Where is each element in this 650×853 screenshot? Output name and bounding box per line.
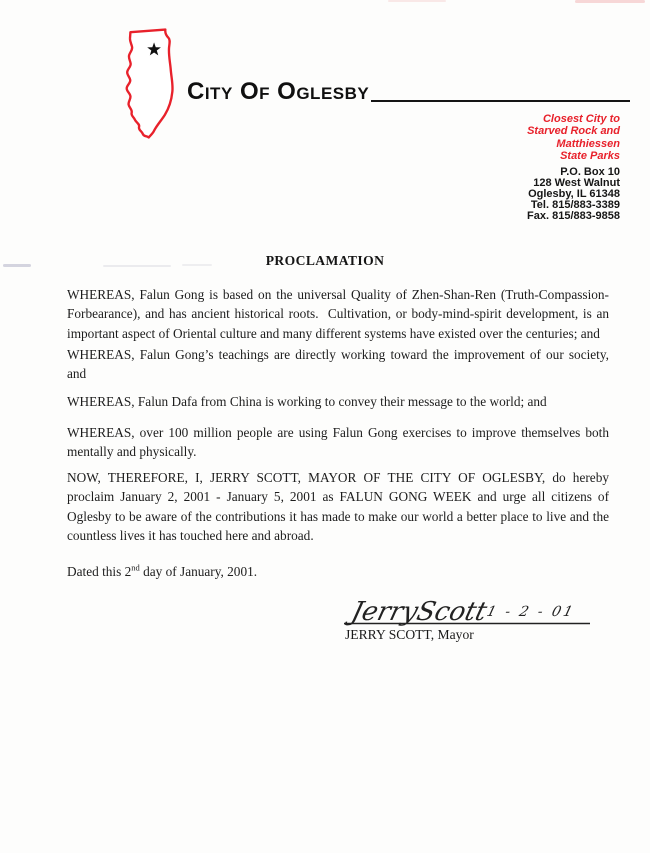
whereas-paragraph-4 <box>67 423 609 462</box>
paragraph-line: and <box>67 366 87 382</box>
paragraph-line: important aspect of Oriental culture and many different systems have existed over the centuries; and <box>67 325 600 341</box>
dated-suffix: day of January, 2001. <box>139 564 258 579</box>
scan-artifact <box>388 0 446 2</box>
dated-prefix: Dated this 2 <box>67 564 132 579</box>
whereas-paragraph-2 <box>67 345 609 384</box>
paragraph-line: mentally and physically. <box>67 444 197 460</box>
text-line: Matthiessen <box>556 137 620 150</box>
text-line: Oglesby, IL 61348 <box>528 187 620 200</box>
text-line: State Parks <box>560 150 620 163</box>
paragraph-line: WHEREAS, Falun Gong’s teachings are directly working toward the improvement of our society, <box>67 347 609 362</box>
letterhead-rule <box>371 100 630 102</box>
handwritten-date: 1 - 2 - 01 <box>485 604 577 620</box>
text-line: Starved Rock and <box>527 125 620 138</box>
paragraph-line: WHEREAS, over 100 million people are using Falun Gong exercises to improve themselves both <box>67 425 609 440</box>
now-therefore-paragraph <box>67 468 609 546</box>
letterhead-title-row <box>187 79 630 105</box>
text-line: Tel. 815/883-3389 <box>530 198 620 211</box>
text-line: Fax. 815/883-9858 <box>527 209 620 222</box>
text-line: P.O. Box 10 <box>560 166 620 178</box>
illinois-map-icon <box>118 27 186 140</box>
whereas-paragraph-1 <box>67 285 609 343</box>
paragraph-line: Oglesby to be aware of the contributions it has made to make our world a better place to live and the <box>67 508 609 524</box>
signer-name-title: JERRY SCOTT, Mayor <box>345 627 474 642</box>
paragraph-line: NOW, THEREFORE, I, JERRY SCOTT, MAYOR OF THE CITY OF OGLESBY, do hereby <box>67 470 609 485</box>
text-line: Closest City to <box>542 113 620 125</box>
paragraph-line: WHEREAS, Falun Dafa from China is working to convey their message to the world; and <box>67 394 547 409</box>
paragraph-line: proclaim January 2, 2001 - January 5, 2001 as FALUN GONG WEEK and urge all citizens of <box>67 489 609 505</box>
paragraph-line: WHEREAS, Falun Gong is based on the universal Quality of Zhen-Shan-Ren (Truth-Compassion- <box>67 287 609 302</box>
scan-artifact <box>575 0 645 3</box>
tagline <box>527 113 620 163</box>
dated-ordinal: nd <box>131 562 140 573</box>
org-name: City Of Oglesby <box>187 78 370 105</box>
text-line: 128 West Walnut <box>533 176 620 189</box>
handwritten-signature: JerryScott <box>348 596 491 627</box>
dated-line <box>67 562 609 581</box>
address-block <box>527 167 620 222</box>
whereas-paragraph-3 <box>67 392 609 411</box>
paragraph-line: Forbearance), and has ancient historical roots. Cultivation, or body-mind-spirit development, is an <box>67 306 609 322</box>
paragraph-line: countless lives it has touched here and abroad. <box>67 528 314 544</box>
document-title: PROCLAMATION <box>265 253 385 268</box>
state-outline <box>127 30 173 138</box>
